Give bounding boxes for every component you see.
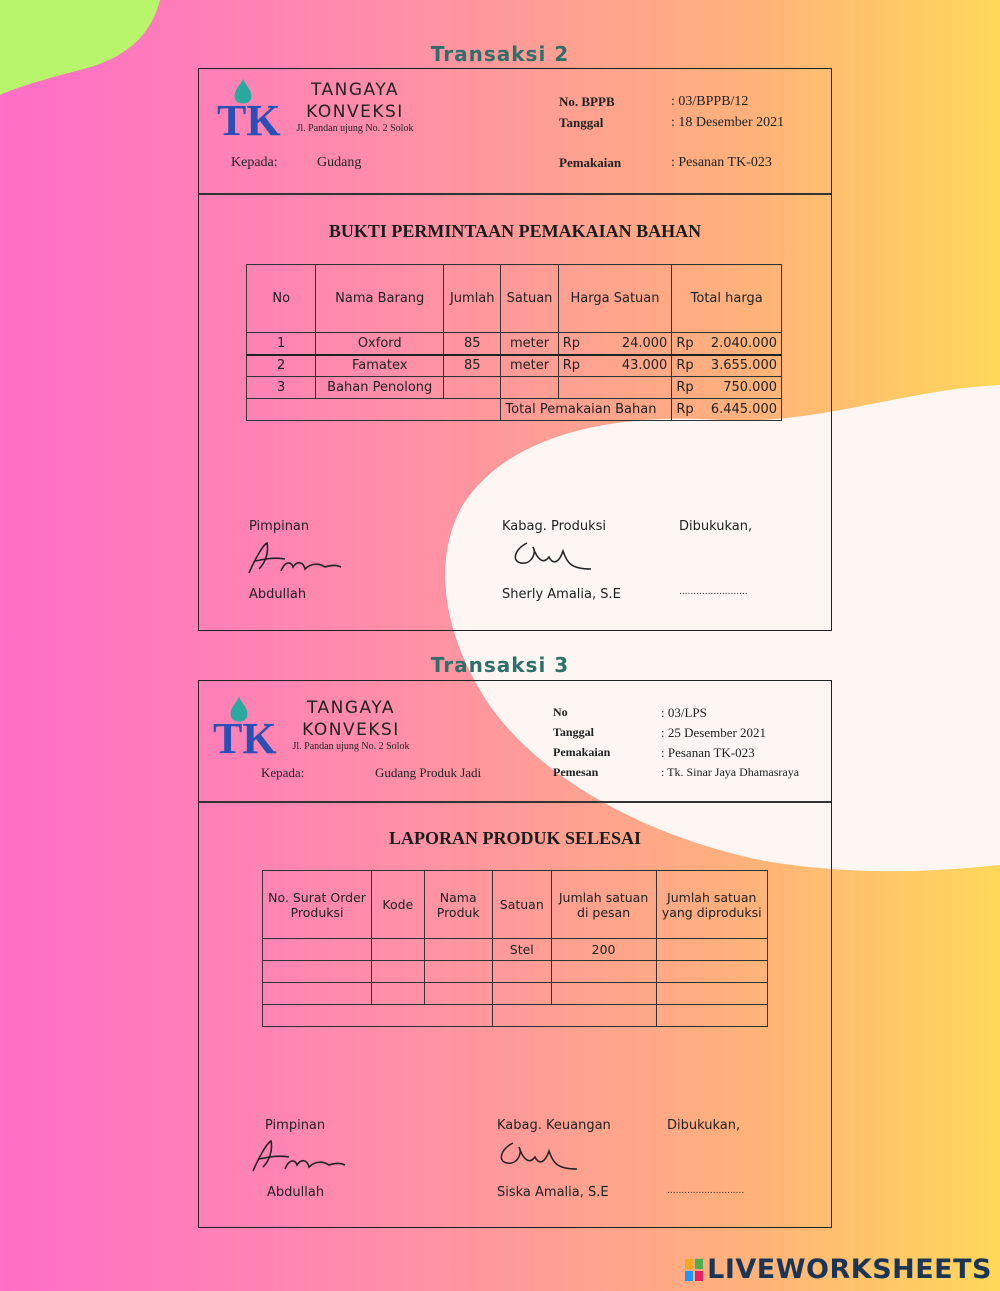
- col-header: Total harga: [672, 265, 782, 333]
- signature-kabag-icon: [507, 539, 597, 575]
- cell-kode: [372, 939, 424, 961]
- signature-role-kabag: Kabag. Keuangan: [497, 1118, 611, 1133]
- company-address: Jl. Pandan ujung No. 2 Solok: [292, 741, 410, 752]
- cell-satuan: meter: [501, 333, 558, 355]
- company-block: [261, 697, 441, 753]
- empty-cell: [551, 961, 656, 983]
- meta-value-tanggal: : 25 Desember 2021: [661, 725, 767, 740]
- cell-no: 3: [247, 377, 316, 399]
- cell-total: [672, 355, 782, 377]
- signature-role-pimpinan: Pimpinan: [265, 1118, 326, 1133]
- document-title: LAPORAN PRODUK SELESAI: [388, 828, 642, 848]
- logo-text: TK: [213, 714, 277, 763]
- empty-cell: [424, 983, 492, 1005]
- currency-label: Rp: [562, 358, 580, 374]
- harga-value: 43.000: [621, 358, 668, 374]
- document-header: [199, 681, 831, 803]
- signature-name-pimpinan: Abdullah: [249, 587, 307, 602]
- cell-jumlah: 85: [444, 355, 501, 377]
- meta-value-no: : 03/LPS: [661, 705, 707, 720]
- transaction-2-document: [198, 68, 832, 631]
- kepada-label: Kepada:: [231, 155, 278, 170]
- col-header: No: [247, 265, 316, 333]
- cell-nama-produk: [424, 939, 492, 961]
- meta-label-tanggal: Tanggal: [559, 115, 604, 130]
- company-block: [265, 79, 445, 135]
- cell-total: [672, 333, 782, 355]
- empty-cell: [263, 983, 372, 1005]
- transaction-3-document: [198, 680, 832, 1228]
- cell-satuan: Stel: [492, 939, 551, 961]
- production-table: [262, 870, 768, 1027]
- liveworksheets-brand[interactable]: [685, 1254, 992, 1285]
- cell-satuan: [501, 377, 558, 399]
- signature-kabag-icon: [493, 1139, 583, 1175]
- cell-jumlah-produksi: [656, 939, 768, 961]
- total-value: 750.000: [723, 380, 777, 395]
- currency-label: Rp: [676, 358, 694, 374]
- tk-logo-icon: [213, 695, 277, 763]
- signature-name-pimpinan: Abdullah: [267, 1185, 325, 1200]
- cell-total: [672, 377, 782, 399]
- table-row: [263, 961, 768, 983]
- meta-label-no: No: [553, 705, 568, 719]
- table-row: [247, 355, 782, 377]
- liveworksheets-logo-icon: [685, 1259, 703, 1281]
- signature-role-pimpinan: Pimpinan: [249, 519, 310, 534]
- col-header: Satuan: [501, 265, 558, 333]
- empty-cell: [492, 983, 551, 1005]
- kepada-value: Gudang Produk Jadi: [375, 765, 482, 780]
- meta-label-pemesan: Pemesan: [553, 765, 599, 779]
- cell-nama: Bahan Penolong: [316, 377, 444, 399]
- table-row: [263, 939, 768, 961]
- meta-value-no: : 03/BPPB/12: [671, 94, 749, 109]
- transaction-3-heading: Transaksi 3: [430, 653, 570, 677]
- empty-cell: [656, 1005, 768, 1027]
- meta-label-pemakaian: Pemakaian: [553, 745, 611, 759]
- table-row: [263, 983, 768, 1005]
- empty-cell: [372, 983, 424, 1005]
- col-header: Jumlah: [444, 265, 501, 333]
- signature-role-dibukukan: Dibukukan,: [667, 1118, 741, 1133]
- signature-role-dibukukan: Dibukukan,: [679, 519, 753, 534]
- col-header: No. Surat Order Produksi: [263, 871, 372, 939]
- signature-pimpinan-icon: [249, 1137, 349, 1177]
- kepada-value: Gudang: [317, 155, 362, 170]
- empty-cell: [247, 399, 501, 421]
- col-header: Nama Barang: [316, 265, 444, 333]
- transaction-2-heading: Transaksi 2: [430, 42, 570, 66]
- company-name-line1: TANGAYA: [310, 80, 400, 100]
- company-name-line2: KONVEKSI: [306, 102, 404, 122]
- total-label: Total Pemakaian Bahan: [501, 399, 672, 421]
- materials-table: [246, 264, 782, 421]
- currency-label: Rp: [676, 380, 694, 395]
- grand-total-value: 6.445.000: [710, 402, 777, 417]
- empty-cell: [551, 983, 656, 1005]
- total-value: 2.040.000: [710, 335, 777, 351]
- table-header-row: [247, 265, 782, 333]
- total-value: 3.655.000: [710, 358, 777, 374]
- currency-label: Rp: [676, 402, 694, 417]
- table-total-row: [247, 399, 782, 421]
- cell-jumlah-pesan: 200: [551, 939, 656, 961]
- col-header: Jumlah satuan yang diproduksi: [656, 871, 768, 939]
- cell-harga: [558, 377, 672, 399]
- signature-name-kabag: Sherly Amalia, S.E: [502, 587, 621, 602]
- signature-role-kabag: Kabag. Produksi: [502, 519, 607, 534]
- currency-label: Rp: [562, 335, 580, 351]
- brand-name: LIVEWORKSHEETS: [707, 1254, 992, 1285]
- company-name-line1: TANGAYA: [306, 698, 396, 718]
- table-row: [263, 1005, 768, 1027]
- harga-value: 24.000: [621, 335, 668, 351]
- cell-harga: [558, 355, 672, 377]
- signature-name-kabag: Siska Amalia, S.E: [497, 1185, 609, 1200]
- document-header: [199, 69, 831, 195]
- col-header: Satuan: [492, 871, 551, 939]
- table-header-row: [263, 871, 768, 939]
- cell-jumlah: [444, 377, 501, 399]
- cell-order: [263, 939, 372, 961]
- cell-satuan: meter: [501, 355, 558, 377]
- cell-harga: [558, 333, 672, 355]
- grand-total-cell: [672, 399, 782, 421]
- signature-pimpinan-icon: [245, 539, 345, 579]
- table-row: [247, 377, 782, 399]
- tk-logo-icon: [217, 77, 281, 145]
- meta-value-pemesan: : Tk. Sinar Jaya Dhamasraya: [661, 765, 800, 779]
- cell-no: 2: [247, 355, 316, 377]
- empty-cell: [372, 961, 424, 983]
- col-header: Harga Satuan: [558, 265, 672, 333]
- currency-label: Rp: [676, 335, 694, 351]
- cell-jumlah: 85: [444, 333, 501, 355]
- empty-cell: [263, 1005, 493, 1027]
- empty-cell: [263, 961, 372, 983]
- meta-value-pemakaian: : Pesanan TK-023: [661, 745, 755, 760]
- empty-cell: [656, 983, 768, 1005]
- empty-cell: [492, 961, 551, 983]
- meta-label-pemakaian: Pemakaian: [559, 155, 622, 170]
- signature-name-dibukukan: ........................: [679, 587, 748, 597]
- document-title: BUKTI PERMINTAAN PEMAKAIAN BAHAN: [328, 221, 702, 241]
- empty-cell: [492, 1005, 656, 1027]
- company-address: Jl. Pandan ujung No. 2 Solok: [296, 123, 414, 134]
- cell-nama: Famatex: [316, 355, 444, 377]
- signature-name-dibukukan: ...........................: [667, 1186, 745, 1196]
- logo-text: TK: [217, 96, 281, 145]
- meta-value-tanggal: : 18 Desember 2021: [671, 115, 785, 130]
- cell-nama: Oxford: [316, 333, 444, 355]
- cell-no: 1: [247, 333, 316, 355]
- meta-label-tanggal: Tanggal: [553, 725, 594, 739]
- col-header: Kode: [372, 871, 424, 939]
- company-name-line2: KONVEKSI: [302, 720, 400, 740]
- table-row: [247, 333, 782, 355]
- empty-cell: [656, 961, 768, 983]
- meta-label-no: No. BPPB: [559, 94, 615, 109]
- col-header: Jumlah satuan di pesan: [551, 871, 656, 939]
- empty-cell: [424, 961, 492, 983]
- meta-value-pemakaian: : Pesanan TK-023: [671, 155, 772, 170]
- col-header: Nama Produk: [424, 871, 492, 939]
- kepada-label: Kepada:: [261, 765, 305, 780]
